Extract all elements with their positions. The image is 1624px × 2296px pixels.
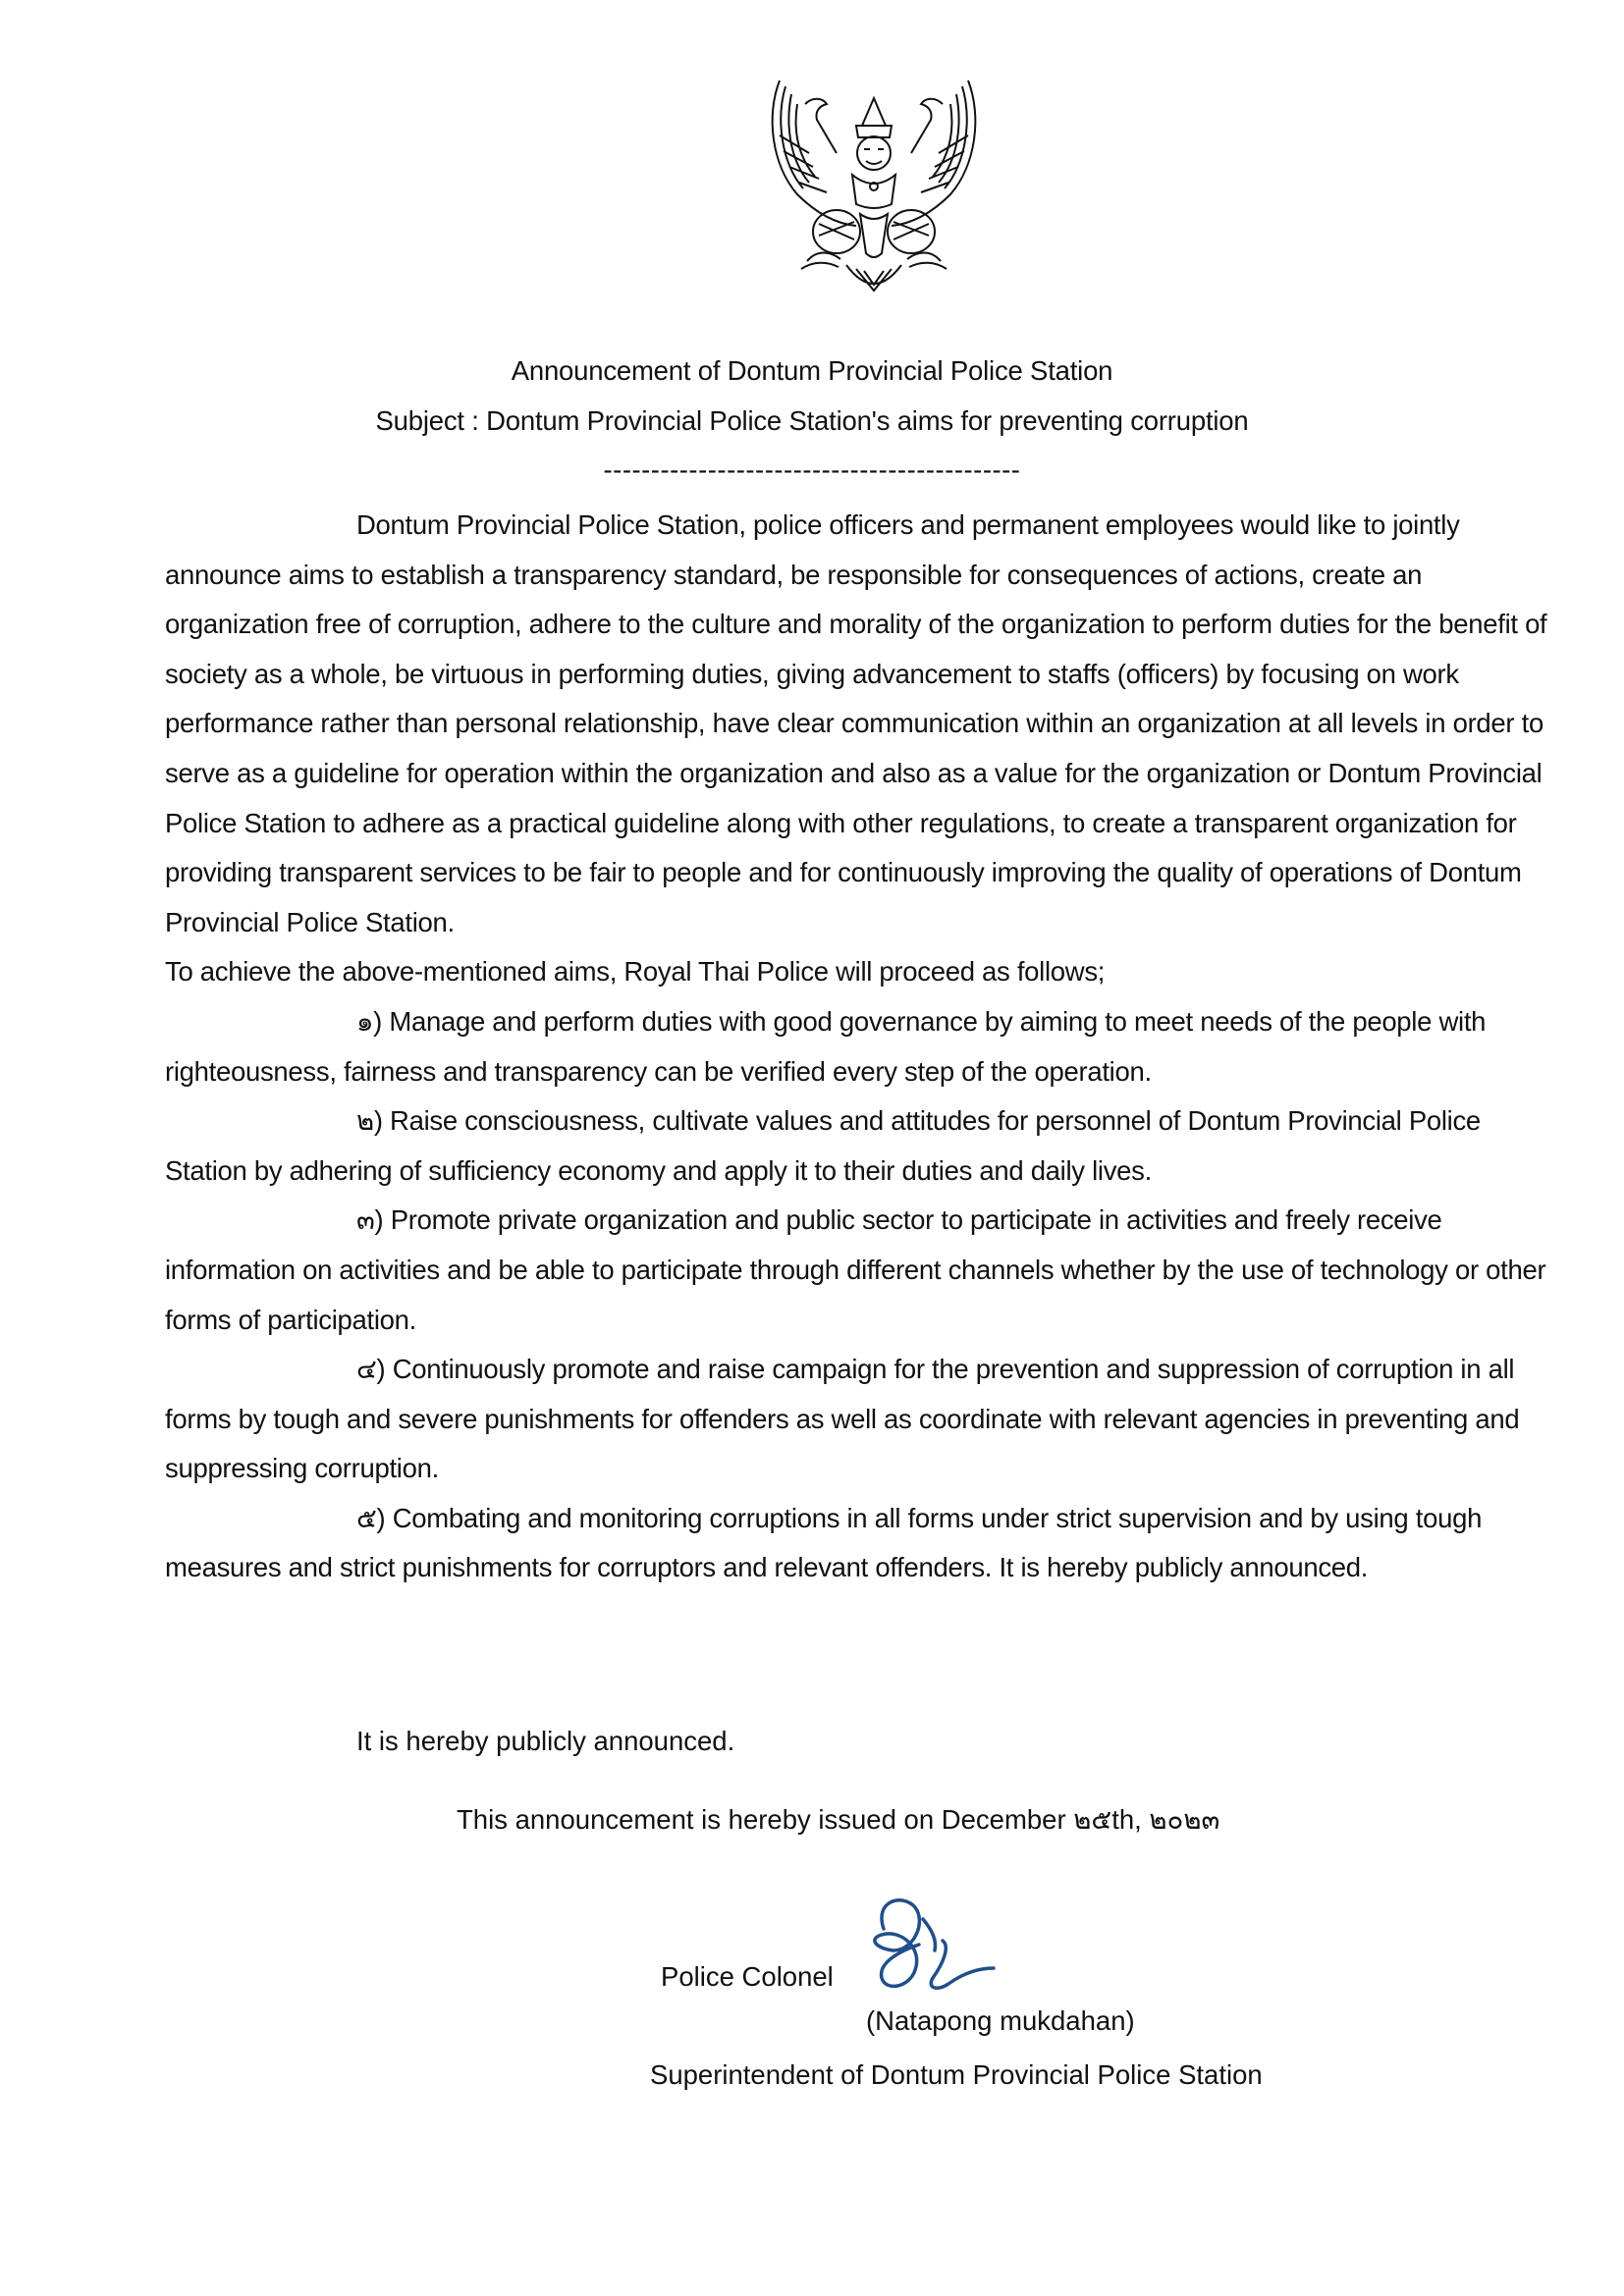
list-item-number: ๕) <box>356 1502 386 1533</box>
issue-date: This announcement is hereby issued on December ๒๕th, ๒๐๒๓ <box>457 1804 1220 1835</box>
list-item-text: Promote private organization and public sector to participate in activities and freely receive information on activities and be able to participate through different channels whether by the use of technology or other forms of participation. <box>165 1204 1546 1335</box>
announcement-subject: Subject : Dontum Provincial Police Station's aims for preventing corruption <box>375 405 1249 436</box>
list-item <box>165 997 1559 1096</box>
signatory-position: Superintendent of Dontum Provincial Police Station <box>650 2059 1263 2090</box>
list-item <box>165 1345 1559 1494</box>
list-item-text: Manage and perform duties with good governance by aiming to meet needs of the people with righteousness, fairness and transparency can be verified every step of the operation. <box>165 1005 1487 1087</box>
list-item-text: Raise consciousness, cultivate values and attitudes for personnel of Dontum Provincial Police Station by adhering of sufficiency economy and apply it to their duties and daily lives. <box>165 1105 1481 1186</box>
announcement-body <box>165 501 1559 1593</box>
list-item-number: ๑) <box>356 1005 383 1037</box>
list-item <box>165 1494 1559 1593</box>
list-item <box>165 1196 1559 1345</box>
list-item <box>165 1096 1559 1196</box>
signatory-rank: Police Colonel <box>661 1961 834 1992</box>
announcement-title: Announcement of Dontum Provincial Police Station <box>511 355 1113 386</box>
header-separator: -------------------------------------------- <box>603 454 1021 485</box>
list-item-text: Combating and monitoring corruptions in all forms under strict supervision and by using tough measures and strict punishments for corruptors and relevant offenders. It is hereby publicly announced. <box>165 1502 1483 1583</box>
garuda-emblem-icon <box>758 77 990 294</box>
list-item-number: ๔) <box>356 1354 386 1385</box>
list-item-text: Continuously promote and raise campaign for the prevention and suppression of corruption in all forms by tough and severe punishments for offenders as well as coordinate with relevant agencies in preventing and suppressing corruption. <box>165 1354 1520 1484</box>
list-item-number: ๒) <box>356 1105 383 1137</box>
handwritten-signature <box>825 1890 1090 2002</box>
list-item-number: ๓) <box>356 1204 384 1236</box>
closing-statement: It is hereby publicly announced. <box>356 1726 735 1756</box>
intro-paragraph: Dontum Provincial Police Station, police officers and permanent employees would like to jointly announce aims to establish a transparency standard, be responsible for consequences of actions, create an organization free of corruption, adhere to the culture and morality of the organization to perform duties for the benefit of society as a whole, be virtuous in performing duties, giving advancement to staffs (officers) by focusing on work performance rather than personal relationship, have clear communication within an organization at all levels in order to serve as a guideline for operation within the organization and also as a value for the organization or Dontum Provincial Police Station to adhere as a practical guideline along with other regulations, to create a transparent organization for providing transparent services to be fair to people and for continuously improving the quality of operations of Dontum Provincial Police Station. <box>165 509 1547 937</box>
signatory-name: (Natapong mukdahan) <box>866 2005 1135 2036</box>
lead-paragraph: To achieve the above-mentioned aims, Royal Thai Police will proceed as follows; <box>165 956 1106 988</box>
